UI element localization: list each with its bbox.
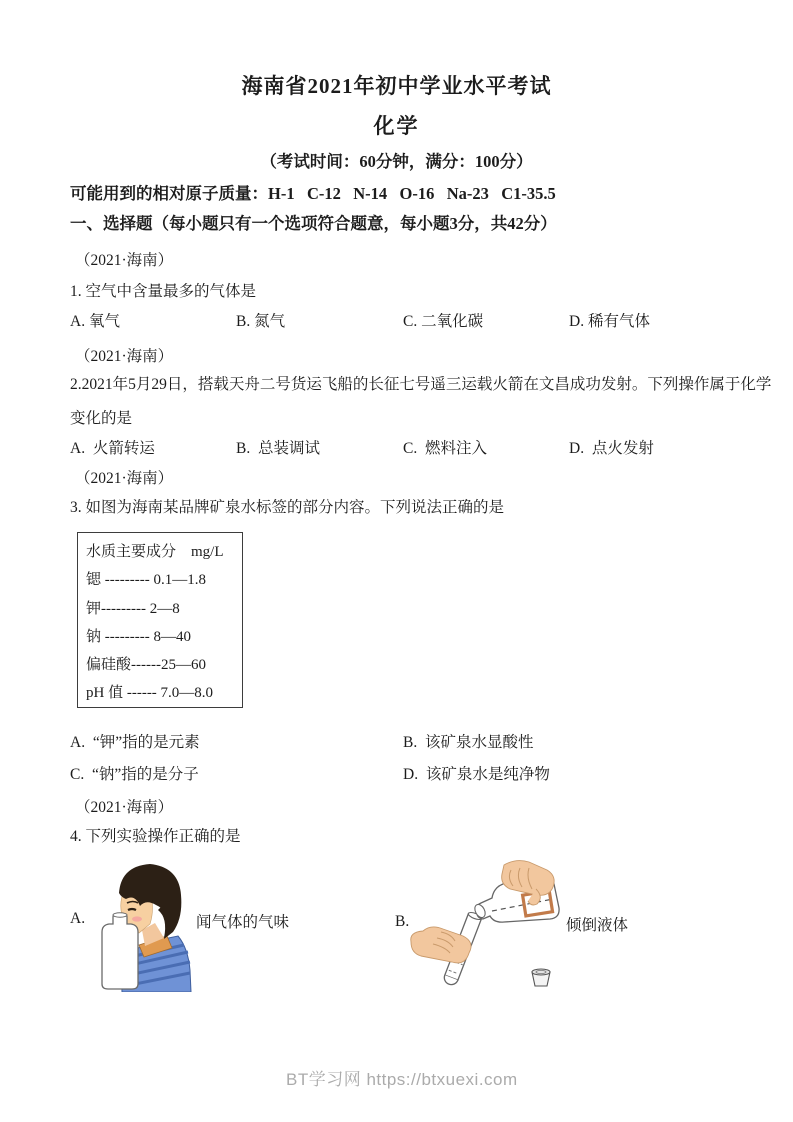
question3-option-a: A. “钾”指的是元素 xyxy=(70,734,200,751)
question2-option-c: C. 燃料注入 xyxy=(403,440,487,457)
page-title: 海南省2021年初中学业水平考试 xyxy=(241,74,552,98)
subject-title: 化学 xyxy=(373,114,420,138)
question1-option-a: A. 氧气 xyxy=(70,313,120,330)
question4-option-a-caption: 闻气体的气味 xyxy=(196,914,290,931)
question3-option-d: D. 该矿泉水是纯净物 xyxy=(403,766,550,783)
label-row-potassium: 钾--------- 2—8 xyxy=(86,600,180,617)
question2-stem-line1: 2.2021年5月29日，搭载天舟二号货运飞船的长征七号遥三运载火箭在文昌成功发射。下列操作属于化学 xyxy=(70,376,772,393)
question4-option-a-label: A. xyxy=(70,910,86,927)
question2-option-b: B. 总装调试 xyxy=(236,440,320,457)
question2-source: （2021·海南） xyxy=(75,348,174,365)
question2-stem-line2: 变化的是 xyxy=(70,410,133,427)
question1-option-d: D. 稀有气体 xyxy=(569,313,650,330)
atomic-mass-note: 可能用到的相对原子质量：H-1 C-12 N-14 O-16 Na-23 C1-35.5 xyxy=(70,184,556,203)
mineral-water-label-table xyxy=(77,532,243,708)
smelling-gas-illustration xyxy=(92,860,194,992)
question1-option-b: B. 氮气 xyxy=(236,313,286,330)
label-row-sodium: 钠 --------- 8—40 xyxy=(86,628,191,645)
question1-source: （2021·海南） xyxy=(75,252,174,269)
exam-info: （考试时间：60分钟，满分：100分） xyxy=(260,152,533,171)
question2-options xyxy=(70,436,740,458)
question1-option-c: C. 二氧化碳 xyxy=(403,313,484,330)
question1-stem: 1. 空气中含量最多的气体是 xyxy=(70,283,257,300)
label-header: 水质主要成分 mg/L xyxy=(86,544,224,560)
section-heading: 一、选择题（每小题只有一个选项符合题意，每小题3分，共42分） xyxy=(70,214,557,233)
question3-options-row2 xyxy=(70,762,740,784)
question4-option-b-caption: 倾倒液体 xyxy=(566,917,629,934)
question3-stem: 3. 如图为海南某品牌矿泉水标签的部分内容。下列说法正确的是 xyxy=(70,499,505,516)
pouring-liquid-illustration xyxy=(403,856,571,1006)
question3-option-b: B. 该矿泉水显酸性 xyxy=(403,734,534,751)
question1-options xyxy=(70,309,740,331)
question2-option-d: D. 点火发射 xyxy=(569,440,654,457)
label-row-metasilicic-acid: 偏硅酸------25—60 xyxy=(86,657,206,674)
label-row-ph: pH 值 ------ 7.0—8.0 xyxy=(86,685,214,702)
site-watermark: BT学习网 https://btxuexi.com xyxy=(286,1070,518,1089)
label-row-strontium: 锶 --------- 0.1—1.8 xyxy=(86,572,206,589)
question2-option-a: A. 火箭转运 xyxy=(70,440,155,457)
question3-options-row1 xyxy=(70,730,740,752)
question3-option-c: C. “钠”指的是分子 xyxy=(70,766,199,783)
question4-stem: 4. 下列实验操作正确的是 xyxy=(70,828,241,845)
question4-source: （2021·海南） xyxy=(75,799,174,816)
question3-source: （2021·海南） xyxy=(75,470,174,487)
question4-option-b-label: B. xyxy=(395,913,410,930)
